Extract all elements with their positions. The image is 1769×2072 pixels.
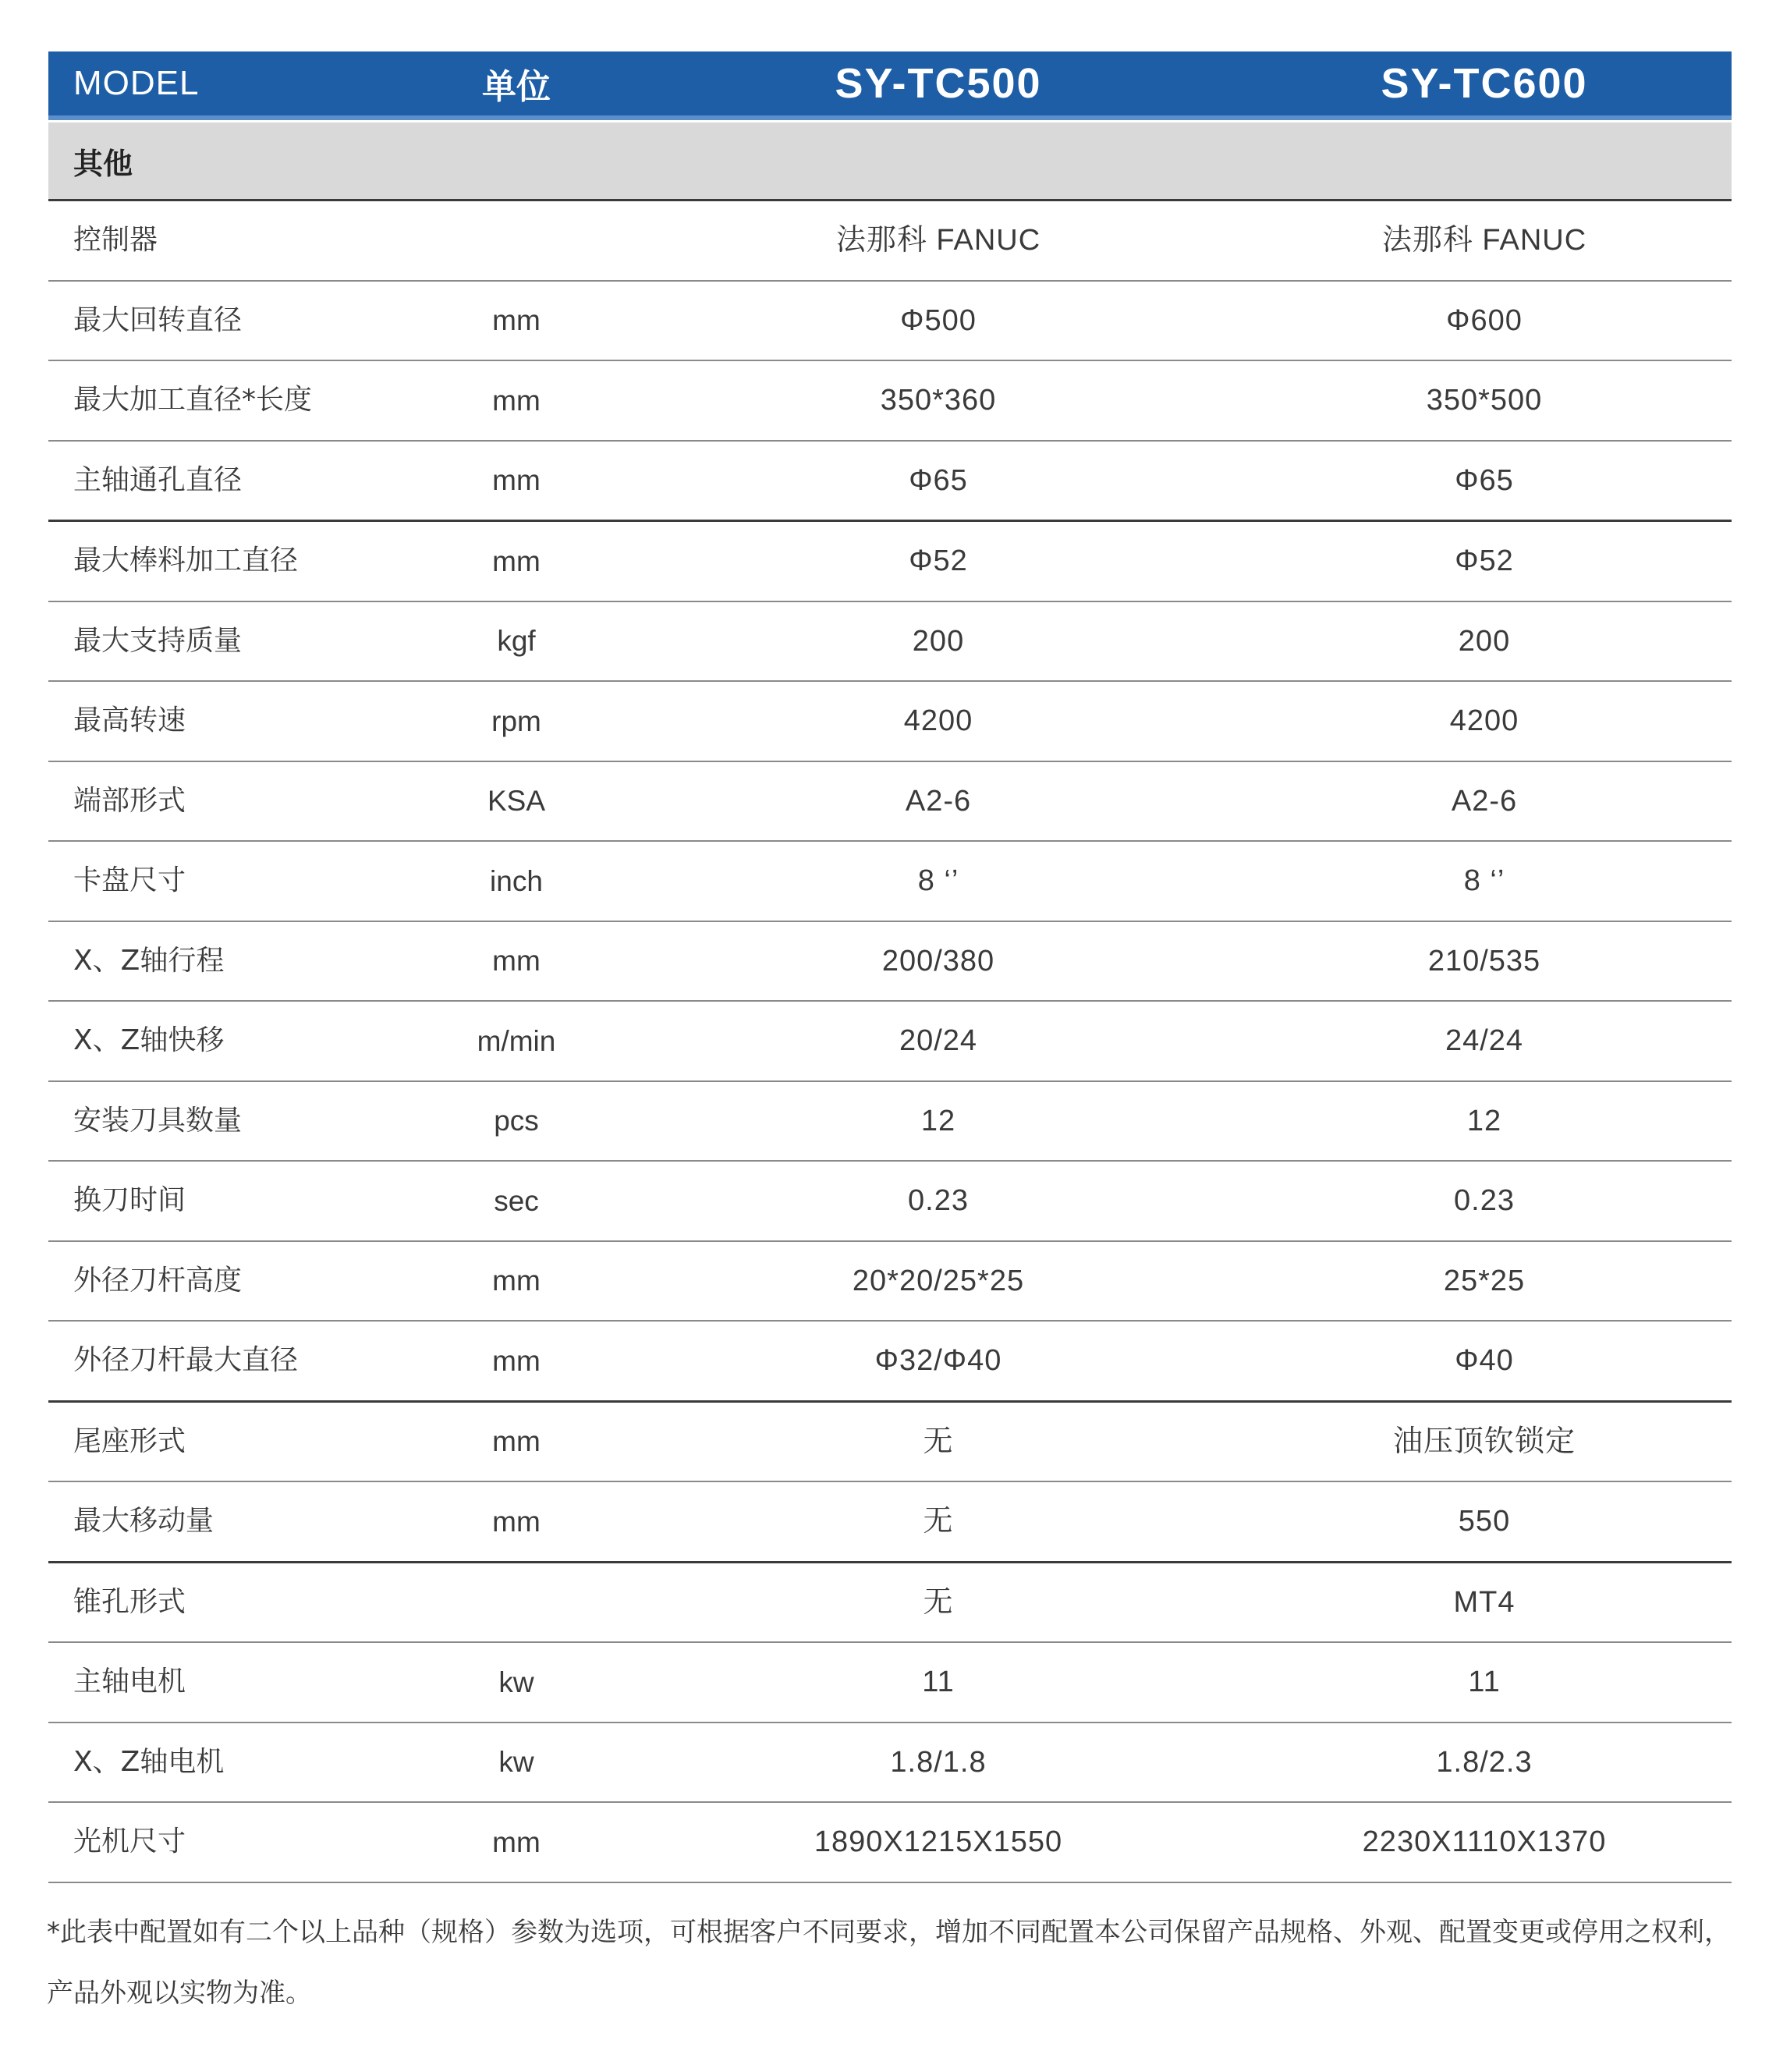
row-value-tc500: Φ500 [900, 303, 977, 337]
table-body [48, 201, 1732, 1883]
row-name: 控制器 [73, 224, 158, 257]
header-model-tc600: SY-TC600 [1381, 60, 1588, 107]
row-unit: mm [492, 1505, 541, 1538]
table-row [48, 922, 1732, 1002]
row-name: 最大加工直径*长度 [73, 384, 313, 417]
row-name: X、Z轴行程 [73, 944, 225, 977]
row-name: 尾座形式 [73, 1424, 186, 1457]
row-name: X、Z轴电机 [73, 1745, 225, 1778]
table-row [48, 1242, 1732, 1322]
table-row [48, 682, 1732, 762]
row-unit: mm [492, 1344, 541, 1377]
row-name: 锥孔形式 [73, 1585, 186, 1618]
row-value-tc500: 无 [923, 1585, 954, 1619]
row-value-tc600: 550 [1458, 1505, 1511, 1538]
row-unit: sec [494, 1184, 539, 1217]
row-value-tc600: 4200 [1449, 704, 1519, 738]
row-name: 外径刀杆最大直径 [73, 1344, 299, 1377]
row-value-tc500: 无 [923, 1505, 954, 1538]
row-unit: mm [492, 464, 541, 497]
row-unit: KSA [487, 785, 546, 818]
row-value-tc600: Φ52 [1455, 545, 1514, 578]
row-unit: mm [492, 545, 541, 577]
table-row [48, 361, 1732, 442]
row-name: 最大棒料加工直径 [73, 545, 299, 577]
table-row [48, 1322, 1732, 1403]
table-header [48, 51, 1732, 120]
footnote: *此表中配置如有二个以上品种（规格）参数为选项，可根据客户不同要求，增加不同配置本公司保留产品规格、外观、配置变更或停用之权利，产品外观以实物为准。 [47, 1917, 1731, 2009]
row-value-tc500: 350*360 [880, 384, 997, 417]
row-unit: mm [492, 1825, 541, 1858]
row-value-tc500: 20/24 [899, 1024, 978, 1058]
row-unit: mm [492, 1425, 541, 1458]
row-value-tc600: 12 [1466, 1104, 1502, 1137]
row-value-tc500: A2-6 [905, 784, 972, 818]
table-row [48, 1643, 1732, 1723]
table-row [48, 201, 1732, 282]
row-value-tc600: 24/24 [1445, 1024, 1524, 1058]
row-value-tc600: Φ40 [1455, 1344, 1514, 1378]
row-unit: rpm [491, 704, 541, 737]
section-header [48, 120, 1732, 201]
table-row [48, 282, 1732, 362]
row-value-tc500: Φ52 [909, 545, 968, 578]
spec-table [48, 51, 1732, 1883]
row-value-tc500: 200 [912, 624, 965, 658]
row-value-tc600: 1.8/2.3 [1436, 1745, 1533, 1779]
row-value-tc600: 210/535 [1427, 944, 1541, 977]
table-row [48, 1403, 1732, 1483]
row-unit: m/min [477, 1024, 556, 1057]
row-value-tc500: 11 [922, 1666, 955, 1699]
row-value-tc500: 1.8/1.8 [890, 1745, 987, 1779]
row-value-tc600: 0.23 [1454, 1184, 1515, 1218]
table-row [48, 1723, 1732, 1804]
table-row [48, 1803, 1732, 1883]
row-value-tc600: 200 [1458, 624, 1511, 658]
table-row [48, 442, 1732, 523]
row-unit: mm [492, 945, 541, 977]
row-name: 安装刀具数量 [73, 1104, 243, 1137]
row-value-tc600: 法那科 FANUC [1381, 224, 1587, 257]
header-unit-label: 单位 [482, 67, 551, 107]
header-model-tc500: SY-TC500 [835, 60, 1042, 107]
table-row [48, 1082, 1732, 1162]
table-row [48, 602, 1732, 683]
row-value-tc600: 25*25 [1443, 1264, 1526, 1297]
table-row [48, 842, 1732, 922]
row-value-tc600: 油压顶钦锁定 [1392, 1424, 1576, 1458]
row-unit: mm [492, 1265, 541, 1297]
row-unit: kgf [497, 625, 536, 658]
row-name: 卡盘尺寸 [73, 864, 186, 897]
row-name: 最大回转直径 [73, 303, 243, 336]
row-value-tc600: 11 [1468, 1666, 1501, 1699]
table-row [48, 1482, 1732, 1563]
row-name: 外径刀杆高度 [73, 1264, 243, 1297]
row-value-tc500: Φ32/Φ40 [874, 1344, 1002, 1378]
row-value-tc500: 无 [923, 1424, 954, 1458]
row-unit: inch [490, 864, 543, 897]
row-name: 主轴通孔直径 [73, 463, 243, 496]
row-value-tc600: 350*500 [1426, 384, 1543, 417]
table-row [48, 1162, 1732, 1242]
row-value-tc600: Φ65 [1455, 463, 1514, 497]
row-name: 主轴电机 [73, 1666, 186, 1698]
section-title: 其他 [73, 146, 133, 181]
row-unit: pcs [494, 1105, 539, 1137]
row-name: 最高转速 [73, 704, 186, 737]
row-unit: kw [498, 1746, 534, 1779]
row-value-tc600: 8 ‘’ [1463, 864, 1505, 898]
row-unit: kw [498, 1666, 534, 1698]
row-value-tc500: 1890X1215X1550 [814, 1825, 1063, 1859]
row-value-tc500: Φ65 [909, 463, 968, 497]
row-unit: mm [492, 384, 541, 417]
row-value-tc600: MT4 [1453, 1585, 1516, 1619]
row-value-tc500: 4200 [903, 704, 973, 738]
row-name: 光机尺寸 [73, 1825, 186, 1858]
row-name: 最大支持质量 [73, 624, 243, 657]
row-value-tc600: A2-6 [1451, 784, 1518, 818]
row-value-tc600: Φ600 [1446, 303, 1523, 337]
row-name: 换刀时间 [73, 1184, 186, 1217]
row-name: X、Z轴快移 [73, 1024, 225, 1057]
row-unit: mm [492, 304, 541, 337]
table-row [48, 1563, 1732, 1644]
row-value-tc500: 12 [920, 1104, 956, 1137]
row-value-tc500: 法那科 FANUC [835, 224, 1041, 257]
row-value-tc500: 200/380 [881, 944, 995, 977]
header-model-label: MODEL [73, 64, 200, 102]
table-row [48, 1002, 1732, 1082]
table-row [48, 522, 1732, 602]
row-value-tc500: 20*20/25*25 [852, 1264, 1025, 1297]
table-row [48, 762, 1732, 843]
row-name: 最大移动量 [73, 1505, 214, 1538]
row-value-tc500: 8 ‘’ [917, 864, 959, 898]
row-value-tc500: 0.23 [908, 1184, 969, 1218]
row-value-tc600: 2230X1110X1370 [1362, 1825, 1607, 1859]
row-name: 端部形式 [73, 784, 186, 817]
